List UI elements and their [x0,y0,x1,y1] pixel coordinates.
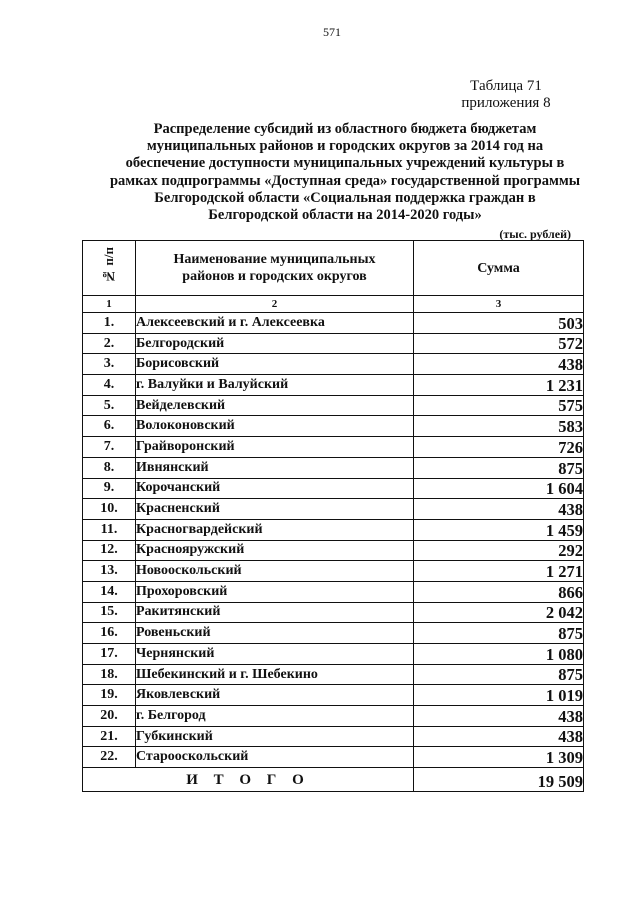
table-row [83,395,584,416]
row-name: Красногвардейский [136,519,414,540]
row-number: 8. [83,457,136,478]
table-row [83,561,584,582]
document-title [90,121,600,224]
row-sum: 583 [414,416,584,437]
row-name: Новооскольский [136,561,414,582]
table-row [83,685,584,706]
row-sum: 1 080 [414,644,584,665]
row-sum: 438 [414,499,584,520]
row-number: 6. [83,416,136,437]
row-sum: 438 [414,726,584,747]
row-number: 5. [83,395,136,416]
row-sum: 572 [414,333,584,354]
column-number-row [83,296,584,313]
row-number: 11. [83,519,136,540]
row-number: 13. [83,561,136,582]
table-row [83,519,584,540]
row-sum: 875 [414,623,584,644]
row-sum: 1 459 [414,519,584,540]
row-name: Алексеевский и г. Алексеевка [136,313,414,334]
table-row [83,457,584,478]
row-number: 18. [83,664,136,685]
table-row [83,664,584,685]
title-line: рамках подпрограммы «Доступная среда» государственной программы [109,172,581,189]
row-name: г. Валуйки и Валуйский [136,375,414,396]
row-name: Старооскольский [136,747,414,768]
title-line: Распределение субсидий из областного бюджета бюджетам [153,121,537,137]
table-row [83,726,584,747]
title-line: обеспечение доступности муниципальных учреждений культуры в [125,155,565,172]
table-row [83,437,584,458]
row-name: Ракитянский [136,602,414,623]
table-row [83,706,584,727]
row-name: Ивнянский [136,457,414,478]
row-sum: 1 271 [414,561,584,582]
title-line: Белгородской области «Социальная поддержка граждан в [154,189,536,206]
table-row [83,478,584,499]
table-row [83,540,584,561]
header-sum: Сумма [414,241,584,296]
row-sum: 1 309 [414,747,584,768]
row-sum: 2 042 [414,602,584,623]
row-number: 10. [83,499,136,520]
row-name: Грайворонский [136,437,414,458]
table-row [83,581,584,602]
total-label: И Т О Г О [83,768,414,792]
caption-appendix: приложения 8 [461,95,551,111]
header-num: № п/п [101,247,116,284]
row-name: Шебекинский и г. Шебекино [136,664,414,685]
table-caption [446,78,566,112]
row-name: Волоконовский [136,416,414,437]
row-number: 15. [83,602,136,623]
row-number: 1. [83,313,136,334]
row-name: Яковлевский [136,685,414,706]
table-row [83,623,584,644]
caption-table-number: Таблица 71 [470,78,542,94]
row-name: Корочанский [136,478,414,499]
row-name: Красненский [136,499,414,520]
row-number: 17. [83,644,136,665]
row-number: 3. [83,354,136,375]
row-sum: 1 231 [414,375,584,396]
row-sum: 575 [414,395,584,416]
row-name: Губкинский [136,726,414,747]
table-row [83,747,584,768]
table-body [83,313,584,768]
row-number: 7. [83,437,136,458]
row-name: Ровеньский [136,623,414,644]
table-row [83,313,584,334]
row-number: 12. [83,540,136,561]
subsidy-table [82,240,584,792]
header-name-line: районов и городских округов [182,269,367,284]
table-row [83,333,584,354]
table-row [83,416,584,437]
row-name: Краснояружский [136,540,414,561]
row-number: 4. [83,375,136,396]
row-sum: 438 [414,354,584,375]
table-row [83,375,584,396]
row-number: 22. [83,747,136,768]
table-header-row [83,241,584,296]
row-name: Белгородский [136,333,414,354]
row-number: 2. [83,333,136,354]
row-name: Чернянский [136,644,414,665]
column-number: 1 [83,296,136,313]
title-line: Белгородской области на 2014-2020 годы» [208,207,482,224]
row-number: 19. [83,685,136,706]
page-number: 571 [323,25,341,39]
table-row [83,602,584,623]
row-number: 9. [83,478,136,499]
row-sum: 1 604 [414,478,584,499]
units-label: (тыс. рублей) [499,227,571,241]
table-row [83,354,584,375]
table-total [83,768,584,792]
row-number: 21. [83,726,136,747]
column-number: 3 [414,296,584,313]
column-number: 2 [136,296,414,313]
row-number: 16. [83,623,136,644]
row-sum: 875 [414,457,584,478]
row-name: Прохоровский [136,581,414,602]
row-sum: 726 [414,437,584,458]
row-sum: 1 019 [414,685,584,706]
total-sum: 19 509 [414,768,584,792]
row-sum: 875 [414,664,584,685]
row-name: Борисовский [136,354,414,375]
row-name: г. Белгород [136,706,414,727]
row-number: 20. [83,706,136,727]
row-sum: 438 [414,706,584,727]
total-row [83,768,584,792]
row-sum: 866 [414,581,584,602]
header-num-cell [83,241,136,296]
row-sum: 503 [414,313,584,334]
row-name: Вейделевский [136,395,414,416]
table-row [83,644,584,665]
header-name-line: Наименование муниципальных [173,252,376,267]
table-row [83,499,584,520]
row-number: 14. [83,581,136,602]
title-line: муниципальных районов и городских округов за 2014 год на [146,138,544,155]
row-sum: 292 [414,540,584,561]
header-name-cell [136,241,414,296]
